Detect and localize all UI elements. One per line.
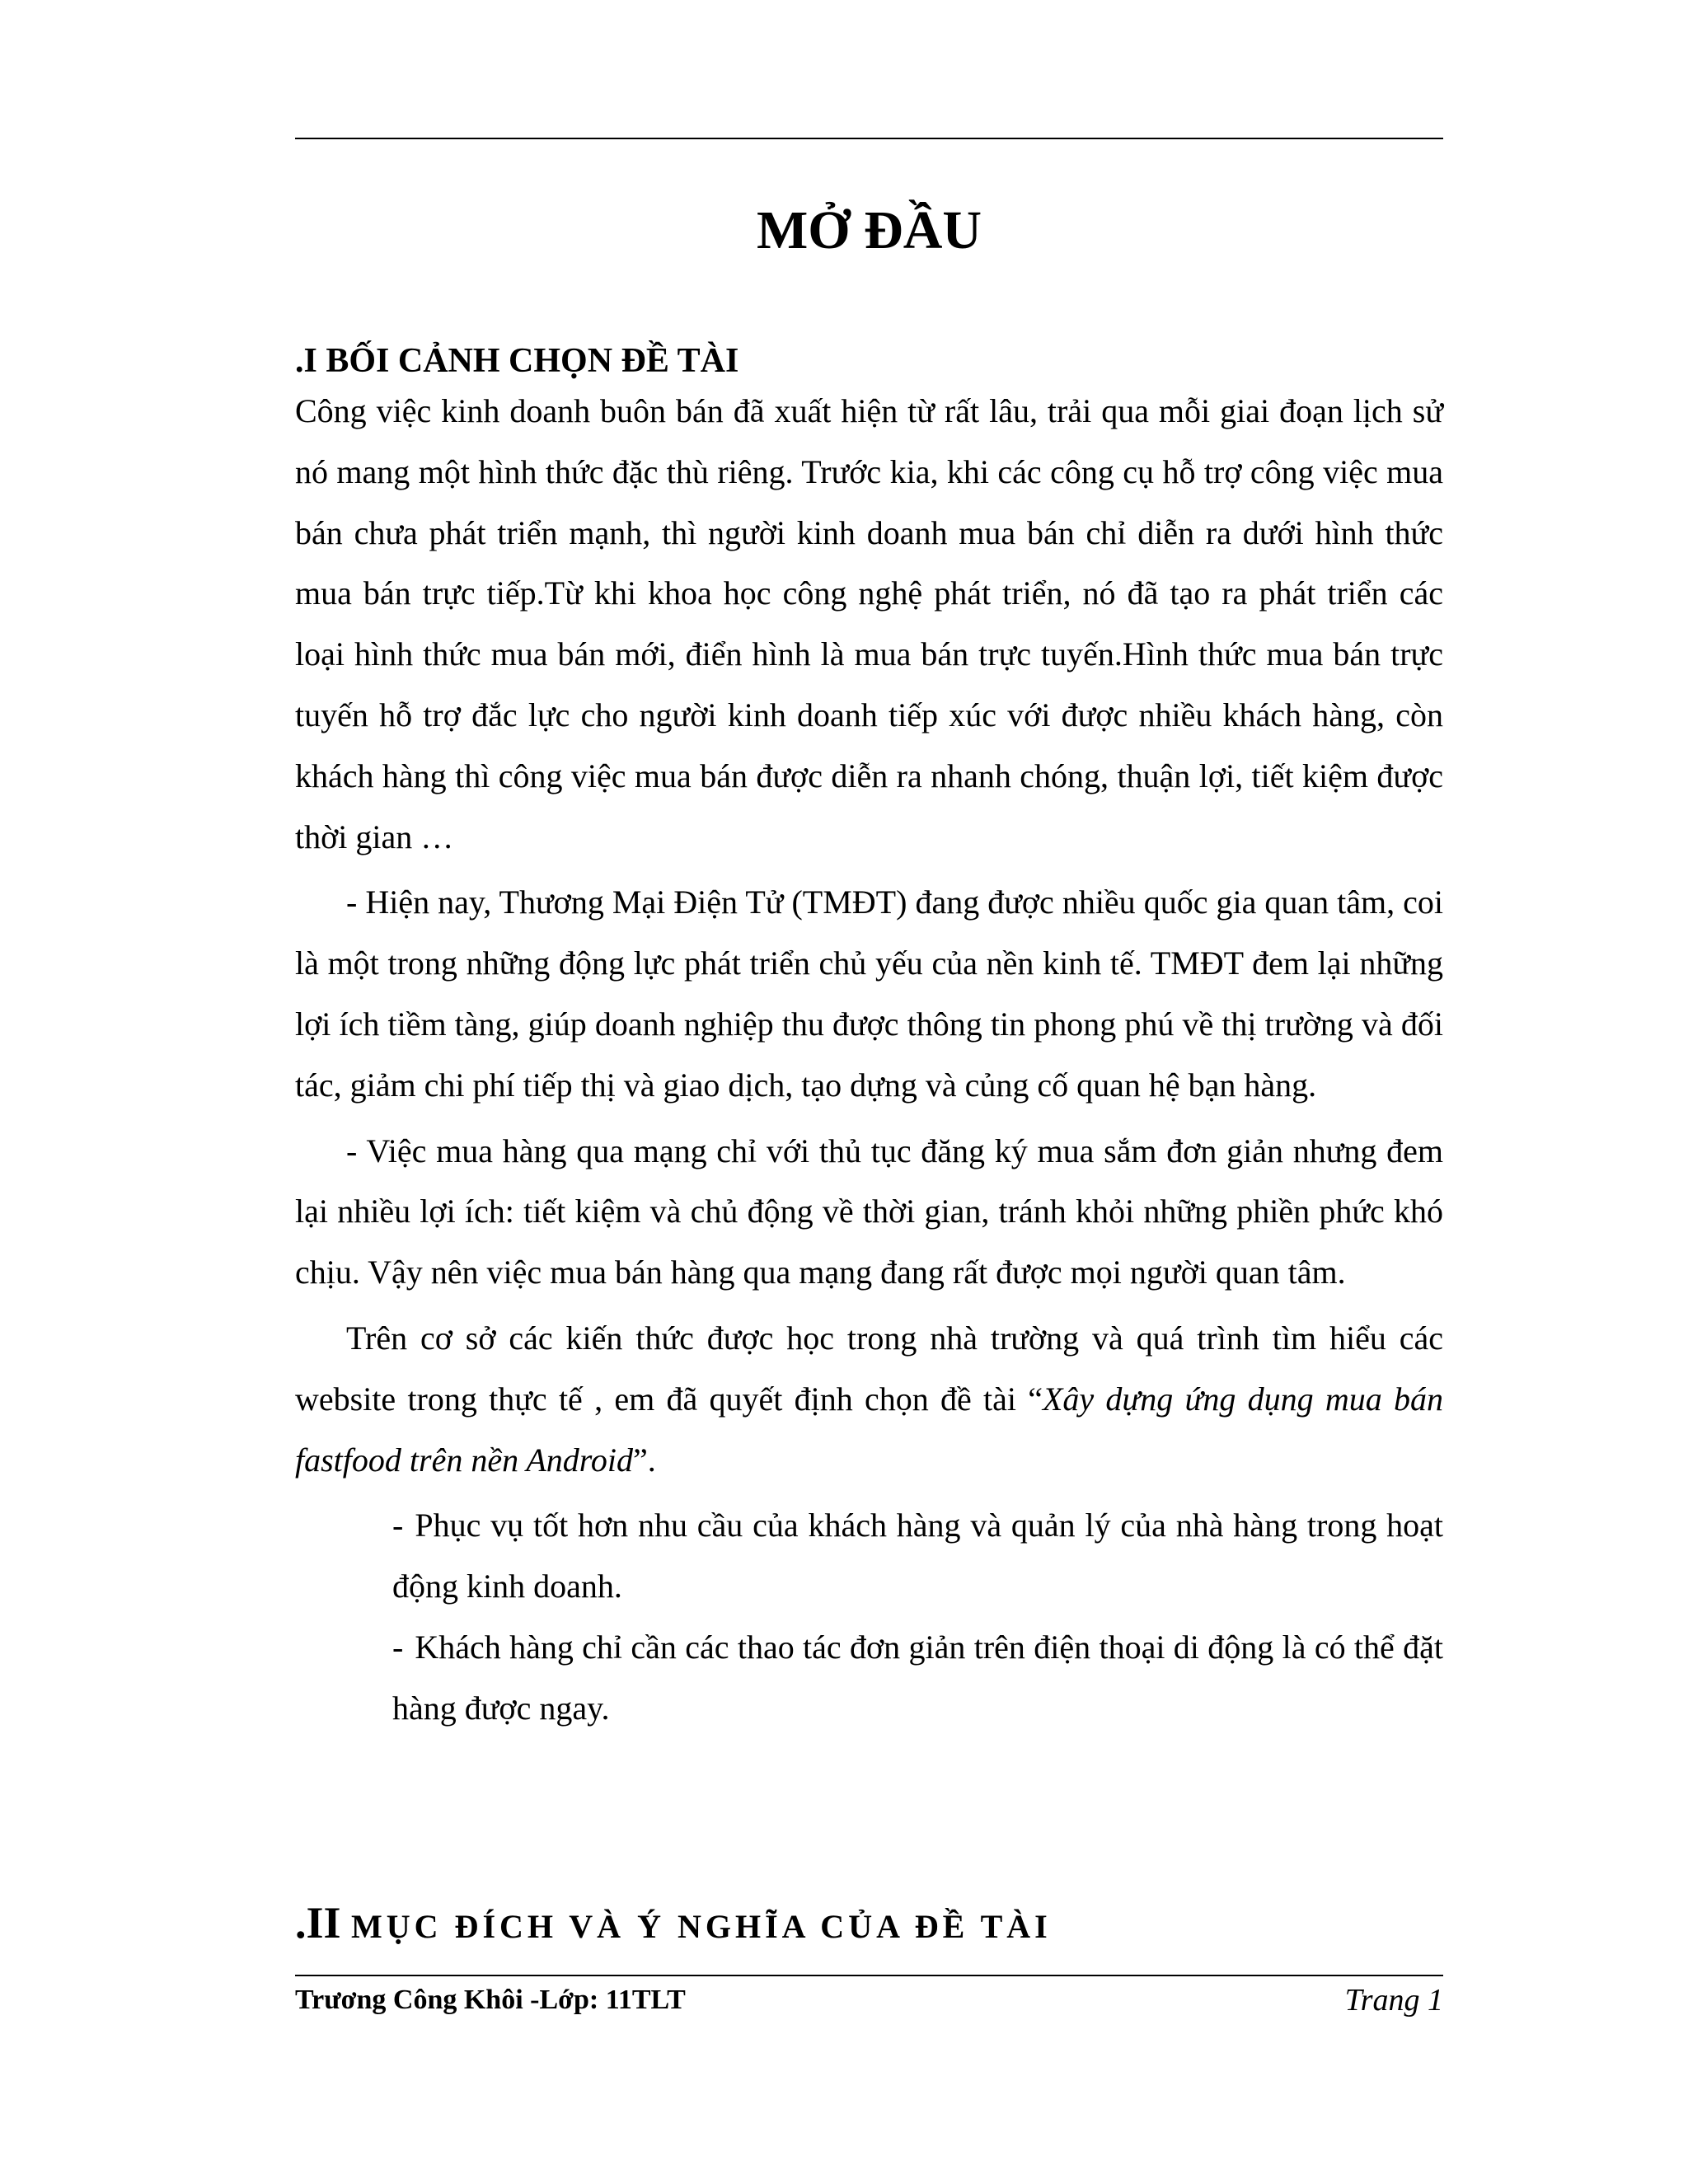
- list-marker: -: [392, 1507, 404, 1544]
- list-item: [392, 1617, 1443, 1739]
- list-item: [392, 1495, 1443, 1617]
- header-rule: [295, 138, 1443, 139]
- list-item-text: Phục vụ tốt hơn nhu cầu của khách hàng và quản lý của nhà hàng trong hoạt động kinh doanh.: [392, 1507, 1443, 1605]
- paragraph-topic-choice: [295, 1308, 1443, 1490]
- paragraph-2: - Hiện nay, Thương Mại Điện Tử (TMĐT) đang được nhiều quốc gia quan tâm, coi là một trong những động lực phát triển chủ yếu của nền kinh tế. TMĐT đem lại những lợi ích tiềm tàng, giúp doanh nghiệp thu được thông tin phong phú về thị trường và đối tác, giảm chi phí tiếp thị và giao dịch, tạo dựng và củng cố quan hệ bạn hàng.: [295, 883, 1443, 1104]
- section-2-number: .II: [295, 1898, 341, 1947]
- list-marker: -: [392, 1628, 404, 1666]
- section-1-heading: .I BỐI CẢNH CHỌN ĐỀ TÀI: [295, 342, 739, 380]
- footer-author: Trương Công Khôi -Lớp: 11TLT: [295, 1985, 686, 2015]
- section-1-body: [295, 381, 1443, 1739]
- topic-choice-text: Trên cơ sở các kiến thức được học trong nhà trường và quá trình tìm hiểu các website trong thực tế , em đã quyết định chọn đề tài “: [295, 1319, 1443, 1418]
- section-2-title: MỤC ĐÍCH VÀ Ý NGHĨA CỦA ĐỀ TÀI: [351, 1908, 1052, 1945]
- paragraph-1: Công việc kinh doanh buôn bán đã xuất hiện từ rất lâu, trải qua mỗi giai đoạn lịch sử nó mang một hình thức đặc thù riêng. Trước kia, khi các công cụ hỗ trợ công việc mua bán chưa phát triển mạnh, thì người kinh doanh mua bán chỉ diễn ra dưới hình thức mua bán trực tiếp.Từ khi khoa học công nghệ phát triển, nó đã tạo ra phát triển các loại hình thức mua bán mới, điển hình là mua bán trực tuyến.Hình thức mua bán trực tuyến hỗ trợ đắc lực cho người kinh doanh tiếp xúc với được nhiều khách hàng, còn khách hàng thì công việc mua bán được diễn ra nhanh chóng, thuận lợi, tiết kiệm được thời gian …: [295, 392, 1443, 855]
- topic-choice-end: ”.: [633, 1441, 656, 1479]
- page-title: MỞ ĐẦU: [756, 200, 982, 260]
- topic-title: Xây dựng ứng dụng mua bán fastfood trên nền Android: [295, 1380, 1443, 1479]
- paragraph-3: - Việc mua hàng qua mạng chỉ với thủ tục đăng ký mua sắm đơn giản nhưng đem lại nhiều lợi ích: tiết kiệm và chủ động về thời gian, tránh khỏi những phiền phức khó chịu. Vậy nên việc mua bán hàng qua mạng đang rất được mọi người quan tâm.: [295, 1132, 1443, 1291]
- list-item-text: Khách hàng chỉ cần các thao tác đơn giản trên điện thoại di động là có thể đặt hàng được ngay.: [392, 1628, 1443, 1727]
- section-2-heading: [295, 1896, 1052, 1954]
- footer-page-number: Trang 1: [1344, 1983, 1443, 2018]
- footer-rule: [295, 1975, 1443, 1976]
